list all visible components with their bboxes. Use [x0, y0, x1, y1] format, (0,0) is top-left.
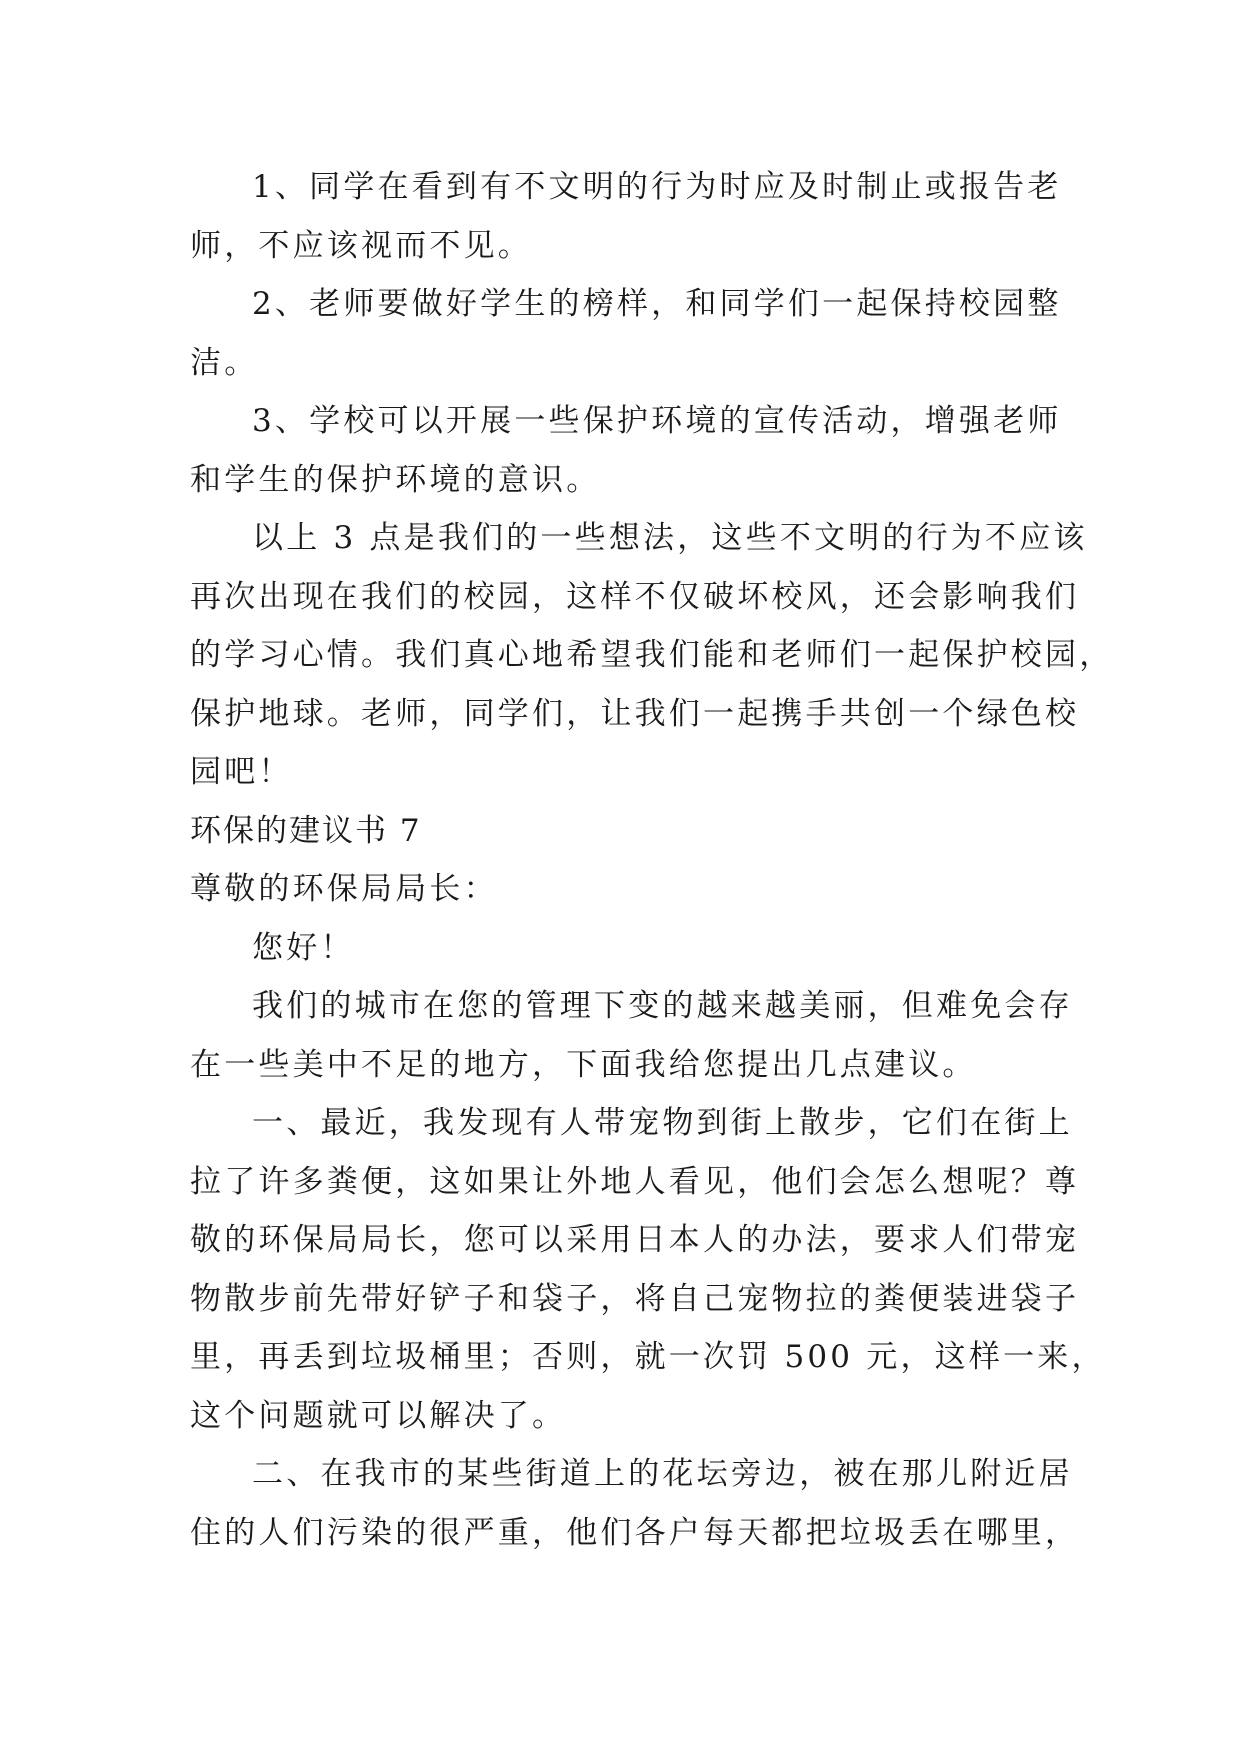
text-line: 我们的城市在您的管理下变的越来越美丽，但难免会存: [252, 988, 1073, 1024]
text-line: 园吧！: [190, 754, 293, 790]
text-line: 再次出现在我们的校园，这样不仅破坏校风，还会影响我们: [190, 578, 1080, 615]
document-body: [190, 158, 1114, 1562]
text-line: 这个问题就可以解决了。: [190, 1397, 567, 1434]
text-line: 里，再丢到垃圾桶里；否则，就一次罚 500 元，这样一来，: [190, 1339, 1106, 1375]
text-line: 拉了许多粪便，这如果让外地人看见，他们会怎么想呢？尊: [190, 1163, 1080, 1200]
text-line: 2、老师要做好学生的榜样，和同学们一起保持校园整: [252, 286, 1062, 322]
text-line: 师，不应该视而不见。: [190, 227, 532, 264]
text-line: 的学习心情。我们真心地希望我们能和老师们一起保护校园，: [190, 637, 1114, 673]
section-heading: 环保的建议书 7: [190, 812, 422, 849]
text-line: 在一些美中不足的地方，下面我给您提出几点建议。: [190, 1046, 977, 1083]
text-line: 和学生的保护环境的意识。: [190, 461, 601, 498]
text-line: 以上 3 点是我们的一些想法，这些不文明的行为不应该: [252, 520, 1088, 556]
text-line: 敬的环保局局长，您可以采用日本人的办法，要求人们带宠: [190, 1222, 1080, 1258]
text-line: 保护地球。老师，同学们，让我们一起携手共创一个绿色校: [190, 695, 1080, 732]
text-line: 一、最近，我发现有人带宠物到街上散步，它们在街上: [252, 1105, 1073, 1141]
text-line: 3、学校可以开展一些保护环境的宣传活动，增强老师: [252, 403, 1062, 439]
text-line: 1、同学在看到有不文明的行为时应及时制止或报告老: [252, 169, 1062, 205]
text-line: 洁。: [190, 344, 259, 381]
greeting: 您好！: [252, 929, 355, 966]
salutation: 尊敬的环保局局长：: [190, 871, 498, 907]
text-line: 物散步前先带好铲子和袋子，将自己宠物拉的粪便装进袋子: [190, 1280, 1080, 1317]
text-line: 二、在我市的某些街道上的花坛旁边，被在那儿附近居: [252, 1456, 1073, 1492]
text-line: 住的人们污染的很严重，他们各户每天都把垃圾丢在哪里，: [190, 1514, 1080, 1551]
